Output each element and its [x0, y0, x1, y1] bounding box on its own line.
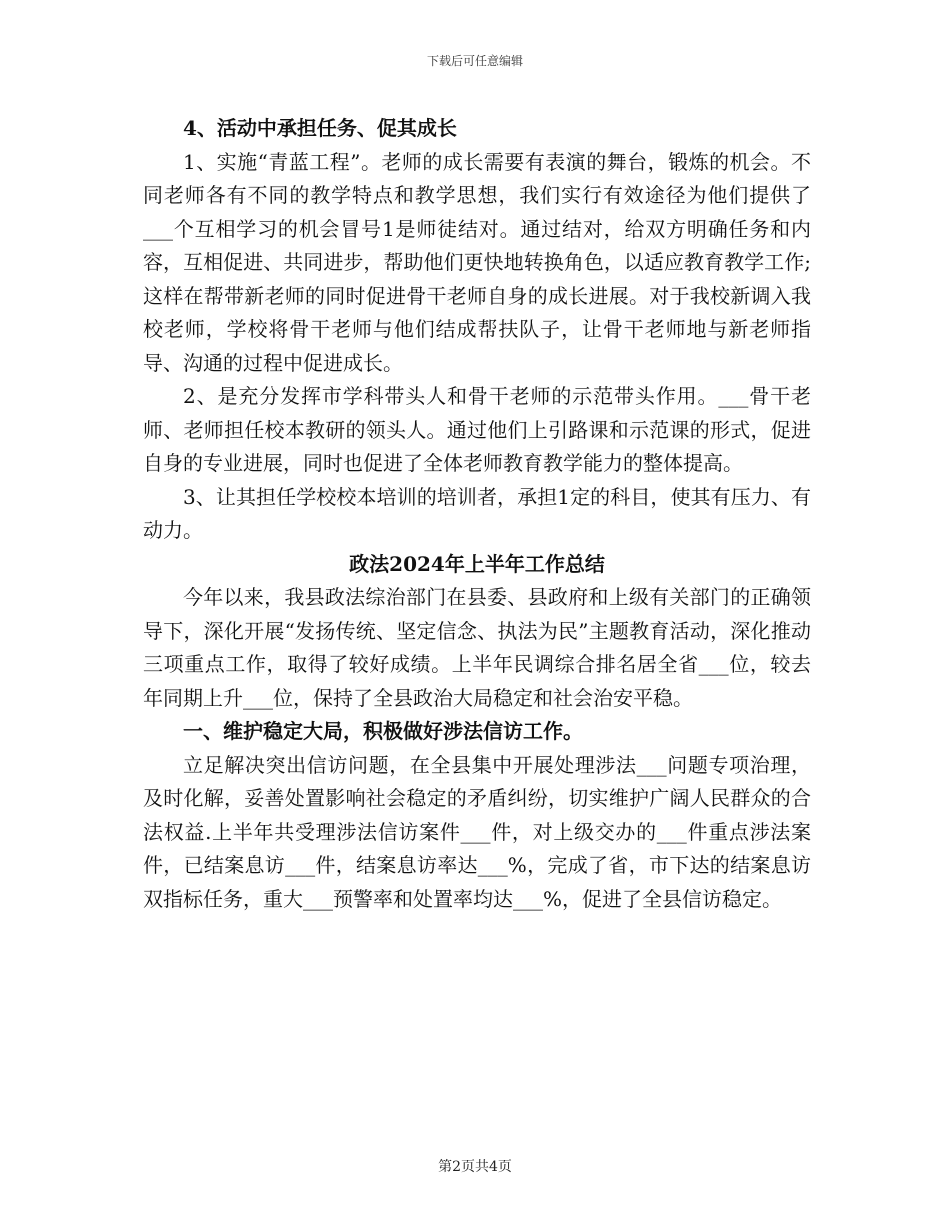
paragraph-school-training: 3、让其担任学校校本培训的培训者，承担1定的科目，使其有压力、有动力。 — [143, 484, 811, 542]
page-header-note: 下载后可任意编辑 — [426, 54, 523, 68]
page-number-label: 第2页共4页 — [438, 1159, 512, 1175]
paragraph-backbone-teachers: 2、是充分发挥市学科带头人和骨干老师的示范带头作用。___骨干老师、老师担任校本教研的领头人。通过他们上引路课和示范课的形式，促进自身的专业进展，同时也促进了全体老师教育教学能力的整体提高。 — [143, 384, 811, 475]
paragraph-qinglan-project: 1、实施“青蓝工程”。老师的成长需要有表演的舞台，锻炼的机会。不同老师各有不同的教学特点和教学思想，我们实行有效途径为他们提供了___个互相学习的机会冒号1是师徒结对。通过结对，给双方明确任务和内容，互相促进、共同进步，帮助他们更快地转换角色，以适应教育教学工作;这样在帮带新老师的同时促进骨干老师自身的成长进展。对于我校新调入我校老师，学校将骨干老师与他们结成帮扶队子，让骨干老师地与新老师指导、沟通的过程中促进成长。 — [143, 149, 811, 375]
paragraph-intro: 今年以来，我县政法综治部门在县委、县政府和上级有关部门的正确领导下，深化开展“发扬传统、坚定信念、执法为民”主题教育活动，深化推动三项重点工作，取得了较好成绩。上半年民调综合排名居全省___位，较去年同期上升___位，保持了全县政治大局稳定和社会治安平稳。 — [143, 585, 811, 710]
section-heading-activity: 4、活动中承担任务、促其成长 — [183, 116, 457, 140]
document-body — [143, 112, 811, 916]
page-footer — [0, 1156, 950, 1176]
section-heading-stability: 一、维护稳定大局，积极做好涉法信访工作。 — [183, 719, 583, 743]
paragraph-petition-work: 立足解决突出信访问题，在全县集中开展处理涉法___问题专项治理，及时化解，妥善处置影响社会稳定的矛盾纠纷，切实维护广阔人民群众的合法权益.上半年共受理涉法信访案件___件，对上级交办的___件重点涉法案件，已结案息访___件，结案息访率达___%，完成了省，市下达的结案息访双指标任务，重大___预警率和处置率均达___%，促进了全县信访稳定。 — [143, 752, 811, 911]
document-title: 政法2024年上半年工作总结 — [349, 551, 605, 576]
